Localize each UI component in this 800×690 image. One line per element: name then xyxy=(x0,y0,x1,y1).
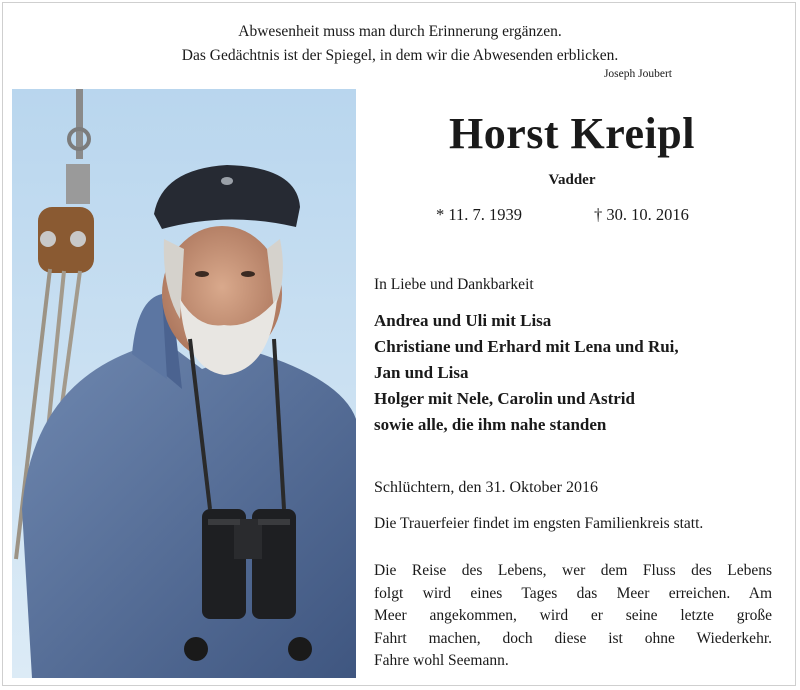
poem-line: Fahrt machen, doch diese ist ohne Wiederkehr. xyxy=(374,629,772,647)
epigraph-quote xyxy=(0,20,800,68)
mourner-line: sowie alle, die ihm nahe standen xyxy=(374,415,607,434)
poem-line: Fahre wohl Seemann. xyxy=(374,652,509,669)
place-and-date: Schlüchtern, den 31. Oktober 2016 xyxy=(374,479,598,496)
poem-line: Die Reise des Lebens, wer dem Fluss des Lebens xyxy=(374,562,772,579)
mourner-line: Jan und Lisa xyxy=(374,363,469,382)
death-date: † 30. 10. 2016 xyxy=(594,205,689,224)
quote-line-2: Das Gedächtnis ist der Spiegel, in dem wir die Abwesenden erblicken. xyxy=(181,47,619,64)
quote-line-1: Abwesenheit muss man durch Erinnerung ergänzen. xyxy=(238,23,562,40)
mourner-line: Holger mit Nele, Carolin und Astrid xyxy=(374,389,635,408)
quote-author: Joseph Joubert xyxy=(603,68,672,80)
farewell-poem xyxy=(374,560,772,673)
deceased-nickname: Vadder xyxy=(548,172,596,188)
portrait-illustration xyxy=(12,89,356,678)
portrait-photo xyxy=(12,89,356,678)
birth-date: * 11. 7. 1939 xyxy=(436,205,523,224)
deceased-name: Horst Kreipl xyxy=(449,109,695,158)
mourner-line: Christiane und Erhard mit Lena und Rui, xyxy=(374,337,679,356)
poem-line: Meer angekommen, wird er seine letzte große xyxy=(374,607,772,624)
poem-line: folgt wird eines Tages das Meer erreichen. Am xyxy=(374,584,772,602)
mourners-list xyxy=(374,308,784,438)
funeral-note: Die Trauerfeier findet im engsten Familienkreis statt. xyxy=(374,515,704,532)
mourner-line: Andrea und Uli mit Lisa xyxy=(374,311,552,330)
mourners-intro: In Liebe und Dankbarkeit xyxy=(374,276,534,293)
